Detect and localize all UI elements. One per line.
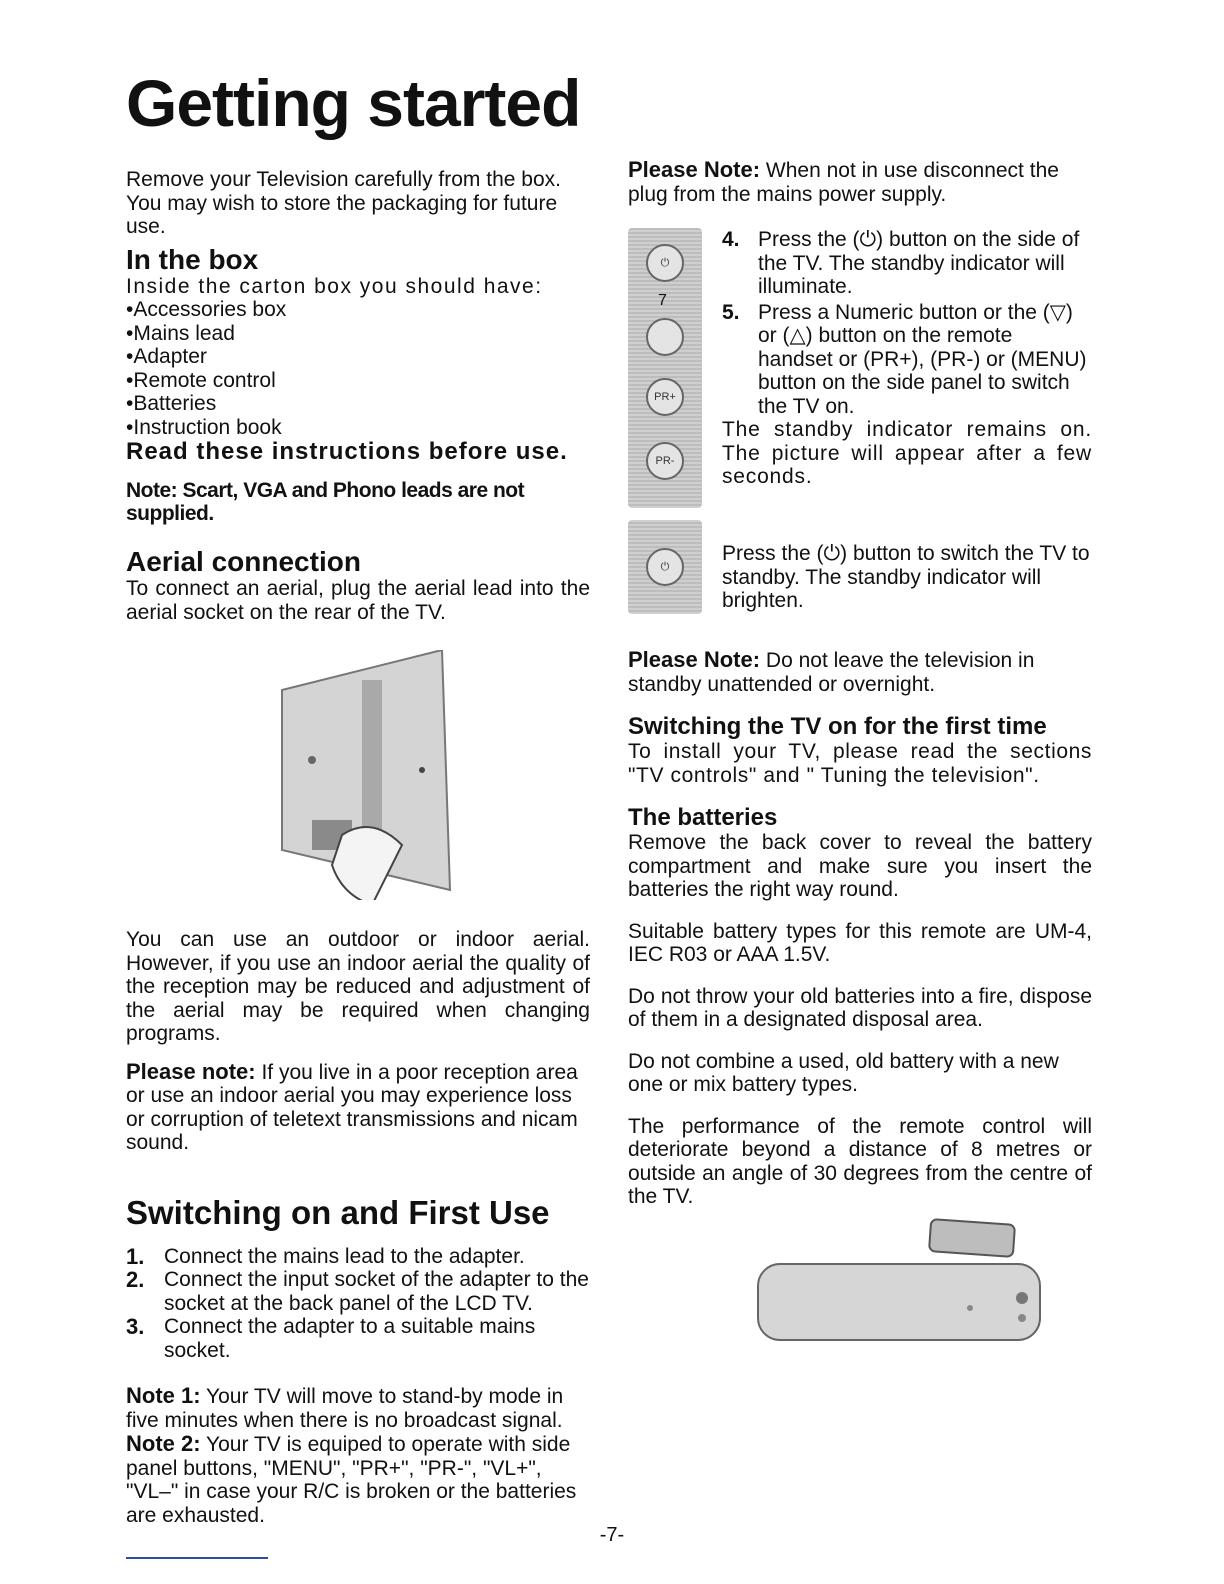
note-1-text: Your TV will move to stand-by mode in five minutes when there is no broadcast signal. — [126, 1385, 564, 1432]
performance-paragraph: The performance of the remote control will deteriorate beyond a distance of 8 metres or outside an angle of 30 degrees from the centre of the TV. — [628, 1114, 1092, 1208]
power-note — [628, 158, 1092, 206]
reception-note-label: Please note: — [126, 1058, 256, 1084]
power-note-text: When not in use disconnect the plug from the mains power supply. — [628, 159, 1059, 206]
step-number: 1. — [126, 1243, 145, 1269]
pr-minus-icon: PR- — [646, 442, 684, 480]
combine-paragraph: Do not combine a used, old battery with a new one or mix battery types. — [628, 1049, 1059, 1096]
step-5 — [722, 301, 1092, 419]
note-1-label: Note 1: — [126, 1383, 201, 1408]
left-column-top — [126, 168, 590, 624]
tv-rear-image — [272, 650, 452, 900]
button-icon — [646, 318, 684, 356]
list-item: • Remote control — [126, 369, 590, 393]
in-box-heading: In the box — [126, 243, 259, 275]
note-2-text: Your TV is equiped to operate with side panel buttons, "MENU", "PR+", "PR-", "VL+", "VL–" in case your R/C is broken or the batteries are exhausted. — [126, 1433, 577, 1527]
standby-remains-paragraph: The standby indicator remains on. The picture will appear after a few seconds. — [722, 418, 1092, 488]
batteries-paragraph: Remove the back cover to reveal the battery compartment and make sure you insert the batteries the right way round. — [628, 831, 1092, 901]
in-box-intro: Inside the carton box you should have: — [126, 274, 543, 298]
power-icon: ⏻ — [646, 244, 684, 282]
step-4-number: 4. — [722, 228, 740, 251]
step-5-number: 5. — [722, 300, 740, 324]
page-title: Getting started — [126, 66, 581, 140]
right-column-lower — [628, 648, 1092, 1209]
side-panel-illustration — [628, 228, 702, 508]
setup-steps — [126, 1245, 590, 1363]
note-1 — [126, 1384, 590, 1432]
aerial-heading: Aerial connection — [126, 546, 361, 577]
step-number: 2. — [126, 1267, 145, 1292]
step-item — [126, 1268, 590, 1315]
leads-note: Note: Scart, VGA and Phono leads are not supplied. — [126, 479, 525, 525]
list-item: • Instruction book — [126, 416, 590, 440]
page-number: -7- — [599, 1524, 625, 1546]
power-icon: ⏻ — [646, 548, 684, 586]
pr-plus-icon: PR+ — [646, 378, 684, 416]
switching-heading: Switching on and First Use — [126, 1193, 550, 1231]
note-2 — [126, 1432, 590, 1527]
intro-paragraph: Remove your Television carefully from the box. You may wish to store the packaging for future use. — [126, 168, 561, 238]
step-number: 3. — [126, 1314, 145, 1339]
steps-4-5 — [722, 228, 1092, 489]
standby-note-text: Do not leave the television in standby unattended or overnight. — [628, 649, 1035, 696]
step-4 — [722, 228, 1092, 299]
list-item: • Mains lead — [126, 322, 590, 346]
numeric-seven-label: 7 — [658, 292, 667, 309]
list-item: • Batteries — [126, 392, 590, 416]
left-column-middle — [126, 928, 590, 1527]
step-5-text: Press a Numeric button or the (▽) or (△) button on the remote handset or (PR+), (PR-) or (MENU) button on the side panel to switch the TV on. — [758, 300, 1087, 418]
dispose-paragraph: Do not throw your old batteries into a fire, dispose of them in a designated disposal area. — [628, 984, 1092, 1031]
standby-note-label: Please Note: — [628, 647, 761, 672]
step-text: Connect the mains lead to the adapter. — [164, 1244, 525, 1268]
footer-rule — [126, 1557, 268, 1559]
first-time-heading: Switching the TV on for the first time — [628, 713, 1047, 740]
reception-note-text: If you live in a poor reception area or use an indoor aerial you may experience loss or corruption of teletext transmissions and nicam sound. — [126, 1060, 578, 1154]
in-box-list — [126, 298, 590, 439]
battery-types-paragraph: Suitable battery types for this remote are UM-4, IEC R03 or AAA 1.5V. — [628, 919, 1092, 966]
read-instructions-heading: Read these instructions before use. — [126, 438, 568, 465]
reception-note — [126, 1060, 590, 1155]
standby-press: Press the (⏻) button to switch the TV to standby. The standby indicator will brighten. — [722, 542, 1090, 612]
remote-control-illustration — [750, 1218, 1050, 1348]
step-4-text: Press the (⏻) button on the side of the TV. The standby indicator will illuminate. — [758, 228, 1080, 298]
tv-rear-aerial-illustration — [272, 650, 452, 900]
step-text: Connect the adapter to a suitable mains socket. — [164, 1315, 536, 1362]
step-text: Connect the input socket of the adapter to the socket at the back panel of the LCD TV. — [164, 1268, 589, 1315]
note-2-label: Note 2: — [126, 1431, 201, 1456]
aerial-types-paragraph: You can use an outdoor or indoor aerial. However, if you use an indoor aerial the quality of the reception may be reduced and adjustment of the aerial may be required when changing programs. — [126, 928, 590, 1045]
standby-note — [628, 648, 1092, 696]
step-item — [126, 1245, 590, 1269]
first-time-paragraph: To install your TV, please read the sections "TV controls" and " Tuning the television". — [628, 740, 1092, 787]
aerial-paragraph: To connect an aerial, plug the aerial lead into the aerial socket on the rear of the TV. — [126, 577, 590, 624]
standby-button-illustration — [628, 520, 702, 614]
list-item: • Adapter — [126, 345, 590, 369]
batteries-heading: The batteries — [628, 804, 778, 831]
step-item — [126, 1315, 590, 1362]
power-note-label: Please Note: — [628, 157, 761, 182]
remote-control-image — [750, 1218, 1050, 1348]
list-item: • Accessories box — [126, 298, 590, 322]
